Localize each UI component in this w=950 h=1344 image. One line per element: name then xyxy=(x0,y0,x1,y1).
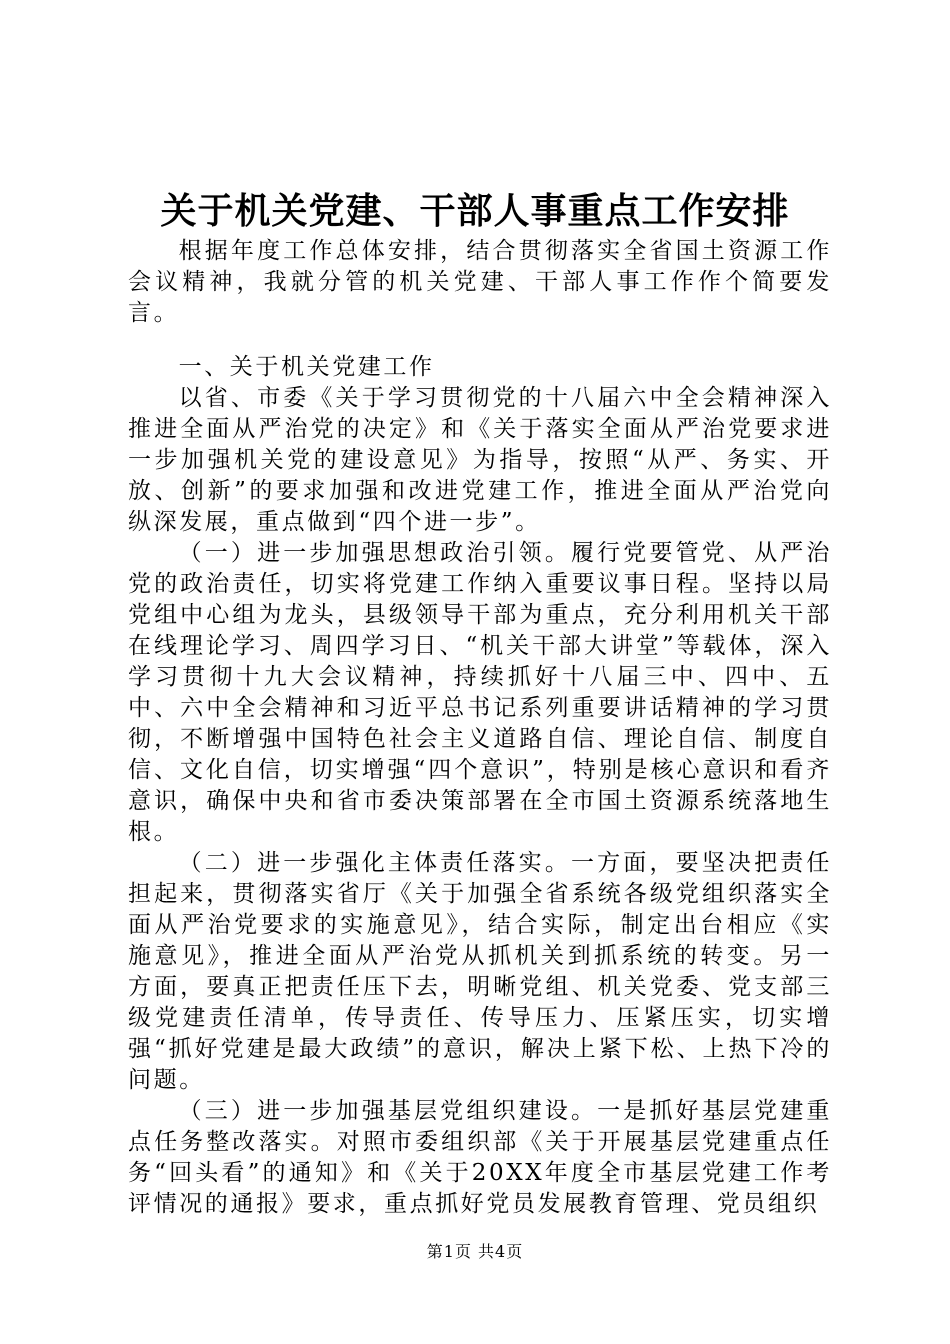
document-title: 关于机关党建、干部人事重点工作安排 xyxy=(160,190,790,232)
page-footer: 第1页 共4页 xyxy=(426,1242,524,1261)
intro-paragraph: 根据年度工作总体安排，结合贯彻落实全省国土资源工作会议精神，我就分管的机关党建、干部人事工作作个简要发言。 xyxy=(128,238,832,326)
section-heading: 一、关于机关党建工作 xyxy=(178,354,435,380)
body-paragraph: （一）进一步加强思想政治引领。履行党要管党、从严治党的政治责任，切实将党建工作纳入重要议事日程。坚持以局党组中心组为龙头，县级领导干部为重点，充分利用机关干部在线理论学习、周四学习日、“机关干部大讲堂”等载体，深入学习贯彻十九大会议精神，持续抓好十八届三中、四中、五中、六中全会精神和习近平总书记系列重要讲话精神的学习贯彻，不断增强中国特色社会主义道路自信、理论自信、制度自信、文化自信，切实增强“四个意识”，特别是核心意识和看齐意识，确保中央和省市委决策部署在全市国土资源系统落地生根。 xyxy=(128,540,832,845)
body-paragraph: 以省、市委《关于学习贯彻党的十八届六中全会精神深入推进全面从严治党的决定》和《关于落实全面从严治党要求进一步加强机关党的建设意见》为指导，按照“从严、务实、开放、创新”的要求加强和改进党建工作，推进全面从严治党向纵深发展，重点做到“四个进一步”。 xyxy=(128,385,832,535)
document-body xyxy=(128,236,832,1220)
body-paragraph: （二）进一步强化主体责任落实。一方面，要坚决把责任担起来，贯彻落实省厅《关于加强全省系统各级党组织落实全面从严治党要求的实施意见》，结合实际，制定出台相应《实施意见》，推进全面从严治党从抓机关到抓系统的转变。另一方面，要真正把责任压下去，明晰党组、机关党委、党支部三级党建责任清单，传导责任、传导压力、压紧压实，切实增强“抓好党建是最大政绩”的意识，解决上紧下松、上热下冷的问题。 xyxy=(128,850,832,1093)
body-paragraph: （三）进一步加强基层党组织建设。一是抓好基层党建重点任务整改落实。对照市委组织部《关于开展基层党建重点任务“回头看”的通知》和《关于20XX年度全市基层党建工作考评情况的通报》要求，重点抓好党员发展教育管理、党员组织 xyxy=(128,1098,832,1217)
